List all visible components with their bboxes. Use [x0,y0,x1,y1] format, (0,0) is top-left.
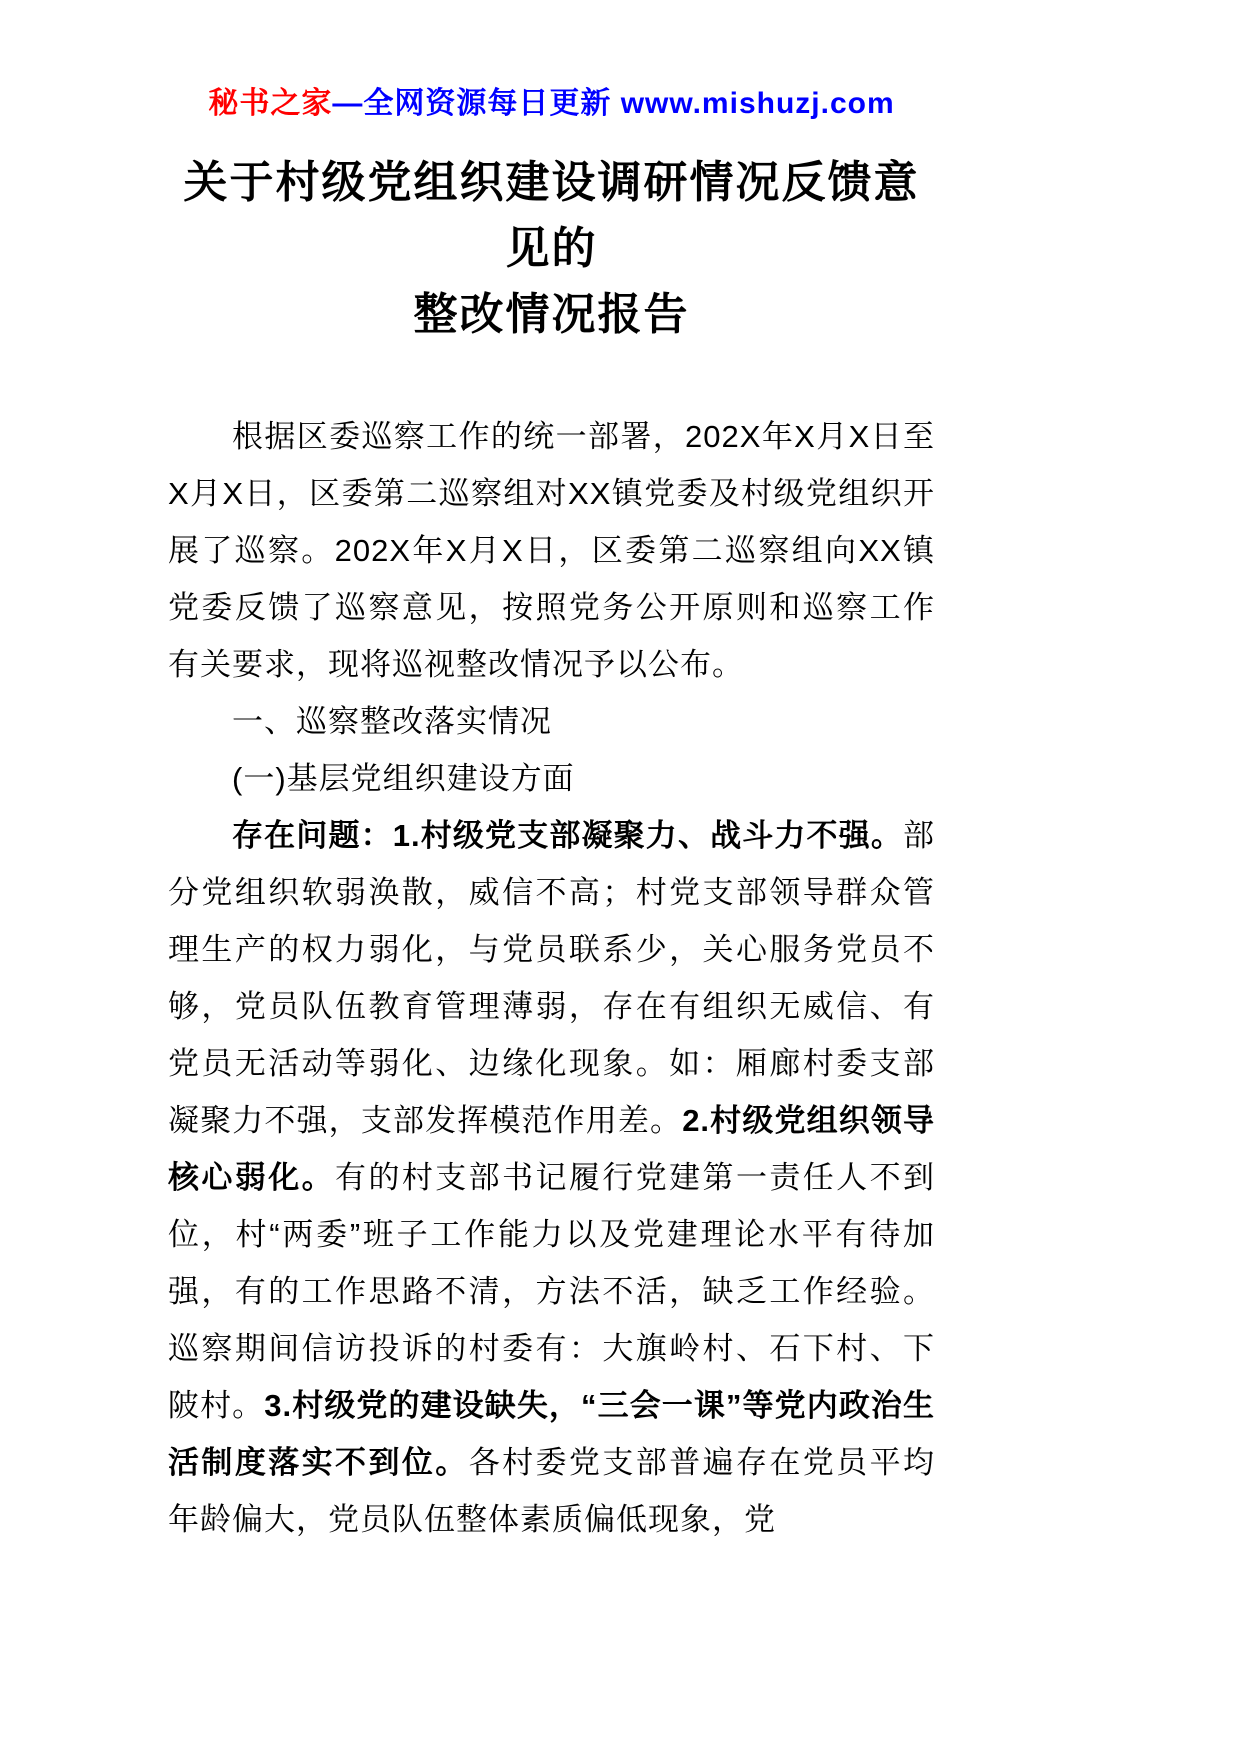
problem-1-title: 存在问题：1.村级党支部凝聚力、战斗力不强。 [232,818,903,853]
heading-subsection-1: (一)基层党组织建设方面 [232,761,575,796]
document-title [168,150,935,348]
problem-3-body: 各村委党支部普遍存在党员平均年龄偏大，党员队伍整体素质偏低现象，党 [168,1445,936,1537]
problem-3-title: 3.村级党的建设缺失，“三会一课”等党内政治生活制度落实不到位。 [168,1388,936,1480]
problem-2-title: 2.村级党组织领导核心弱化。 [168,1103,935,1195]
heading-section-1: 一、巡察整改落实情况 [232,704,552,739]
paragraph-problems [168,807,935,1548]
site-brand: 秘书之家 [208,87,333,120]
content-column [168,78,935,1548]
document-body [168,408,935,1548]
site-url-link[interactable]: www.mishuzj.com [620,87,895,120]
paragraph-intro: 根据区委巡察工作的统一部署，202X年X月X日至X月X日，区委第二巡察组对XX镇党委及村级党组织开展了巡察。202X年X月X日，区委第二巡察组向XX镇党委反馈了巡察意见，按照党务公开原则和巡察工作有关要求，现将巡视整改情况予以公布。 [168,419,935,682]
problem-2-body: 有的村支部书记履行党建第一责任人不到位，村“两委”班子工作能力以及党建理论水平有待加强，有的工作思路不清，方法不活，缺乏工作经验。巡察期间信访投诉的村委有：大旗岭村、石下村、下陂村。 [168,1160,935,1423]
problem-1-body: 部分党组织软弱涣散，威信不高；村党支部领导群众管理生产的权力弱化，与党员联系少，关心服务党员不够，党员队伍教育管理薄弱，存在有组织无威信、有党员无活动等弱化、边缘化现象。如：厢廊村委支部凝聚力不强，支部发挥模范作用差。 [168,818,935,1138]
document-title-line2: 整改情况报告 [413,290,690,339]
document-title-line1: 关于村级党组织建设调研情况反馈意见的 [183,158,920,273]
site-header [168,78,935,122]
site-tagline: —全网资源每日更新 [332,87,621,120]
